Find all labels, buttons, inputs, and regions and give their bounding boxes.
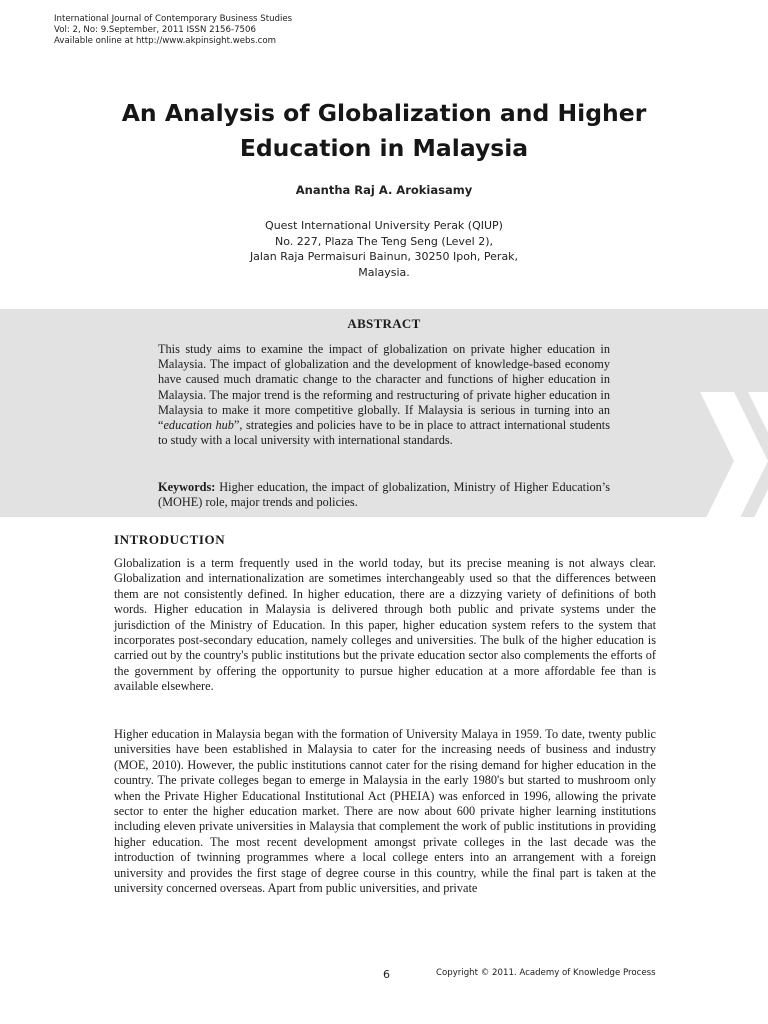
journal-volume: Vol: 2, No: 9.September, 2011 ISSN 2156-7506 [54,25,256,35]
introduction-paragraph-2: Higher education in Malaysia began with the formation of University Malaya in 1959. To date, twenty public universities have been established in Malaysia to cater for the increasing needs of business and industry (MOE, 2010). However, the public institutions cannot cater for the rising demand for higher education in the country. The private colleges began to emerge in Malaysia in the early 1980's but started to mushroom only when the Private Higher Educational Institutional Act (PHEIA) was enforced in 1996, allowing the private sector to enter the higher education market. There are now about 600 private higher learning institutions including eleven private universities in Malaysia that complement the work of public institutions in providing higher education. The most recent development amongst private colleges in the last decade was the introduction of twinning programmes where a local college enters into an arrangement with a foreign university and provides the first stage of degree course in this country, while the final part is taken at the university concerned overseas. Apart from public universities, and private [114,727,656,896]
keywords [158,480,610,510]
title-line-2: Education in Malaysia [239,134,529,162]
author-name: Anantha Raj A. Arokiasamy [295,183,473,197]
keywords-label: Keywords: [158,480,216,494]
title-line-1: An Analysis of Globalization and Higher [121,99,647,127]
abstract-heading: ABSTRACT [347,316,421,331]
keywords-text: Higher education, the impact of globalization, Ministry of Higher Education’s (MOHE) role, major trends and policies. [158,480,610,510]
journal-header [54,14,292,47]
abstract-text-part-2: ”, strategies and policies have to be in place to attract international students to study with a local university with international standards. [158,418,610,448]
copyright-notice: Copyright © 2011. Academy of Knowledge Process [436,968,656,978]
affiliation-line-4: Malaysia. [358,265,410,279]
author-affiliation [0,218,768,280]
journal-name: International Journal of Contemporary Business Studies [54,14,293,24]
journal-online: Available online at http://www.akpinsight.webs.com [54,36,277,46]
affiliation-line-2: No. 227, Plaza The Teng Seng (Level 2), [274,234,494,248]
introduction-paragraph-1: Globalization is a term frequently used in the world today, but its precise meaning is not always clear. Globalization and internationalization are sometimes interchangeably used so that the differences between them are not consistently defined. In higher education, there are a dizzying variety of definitions of both words. Higher education in Malaysia is delivered through both public and private systems under the jurisdiction of the Ministry of Education. In this paper, higher education system refers to the system that incorporates post-secondary education, namely colleges and universities. The bulk of the higher education is carried out by the country's public institutions but the private education sector also complements the efforts of the government by offering the opportunity to pursue higher education at a more affordable fee than is available elsewhere. [114,556,656,694]
abstract-text-part-1: This study aims to examine the impact of globalization on private higher education in Malaysia. The impact of globalization and the development of knowledge-based economy have caused much dramatic change to the character and functions of higher education in Malaysia. The major trend is the reforming and restructuring of private higher education in Malaysia to make it more competitive globally. If Malaysia is serious in turning into an “ [158,342,610,433]
affiliation-line-1: Quest International University Perak (QIUP) [265,219,503,232]
paper-title [0,96,768,166]
abstract-text-italic: education hub [163,418,234,433]
introduction-heading: INTRODUCTION [114,532,226,547]
page-number: 6 [383,968,390,981]
abstract-text [158,342,610,448]
affiliation-line-3: Jalan Raja Permaisuri Bainun, 30250 Ipoh, Perak, [249,250,519,263]
